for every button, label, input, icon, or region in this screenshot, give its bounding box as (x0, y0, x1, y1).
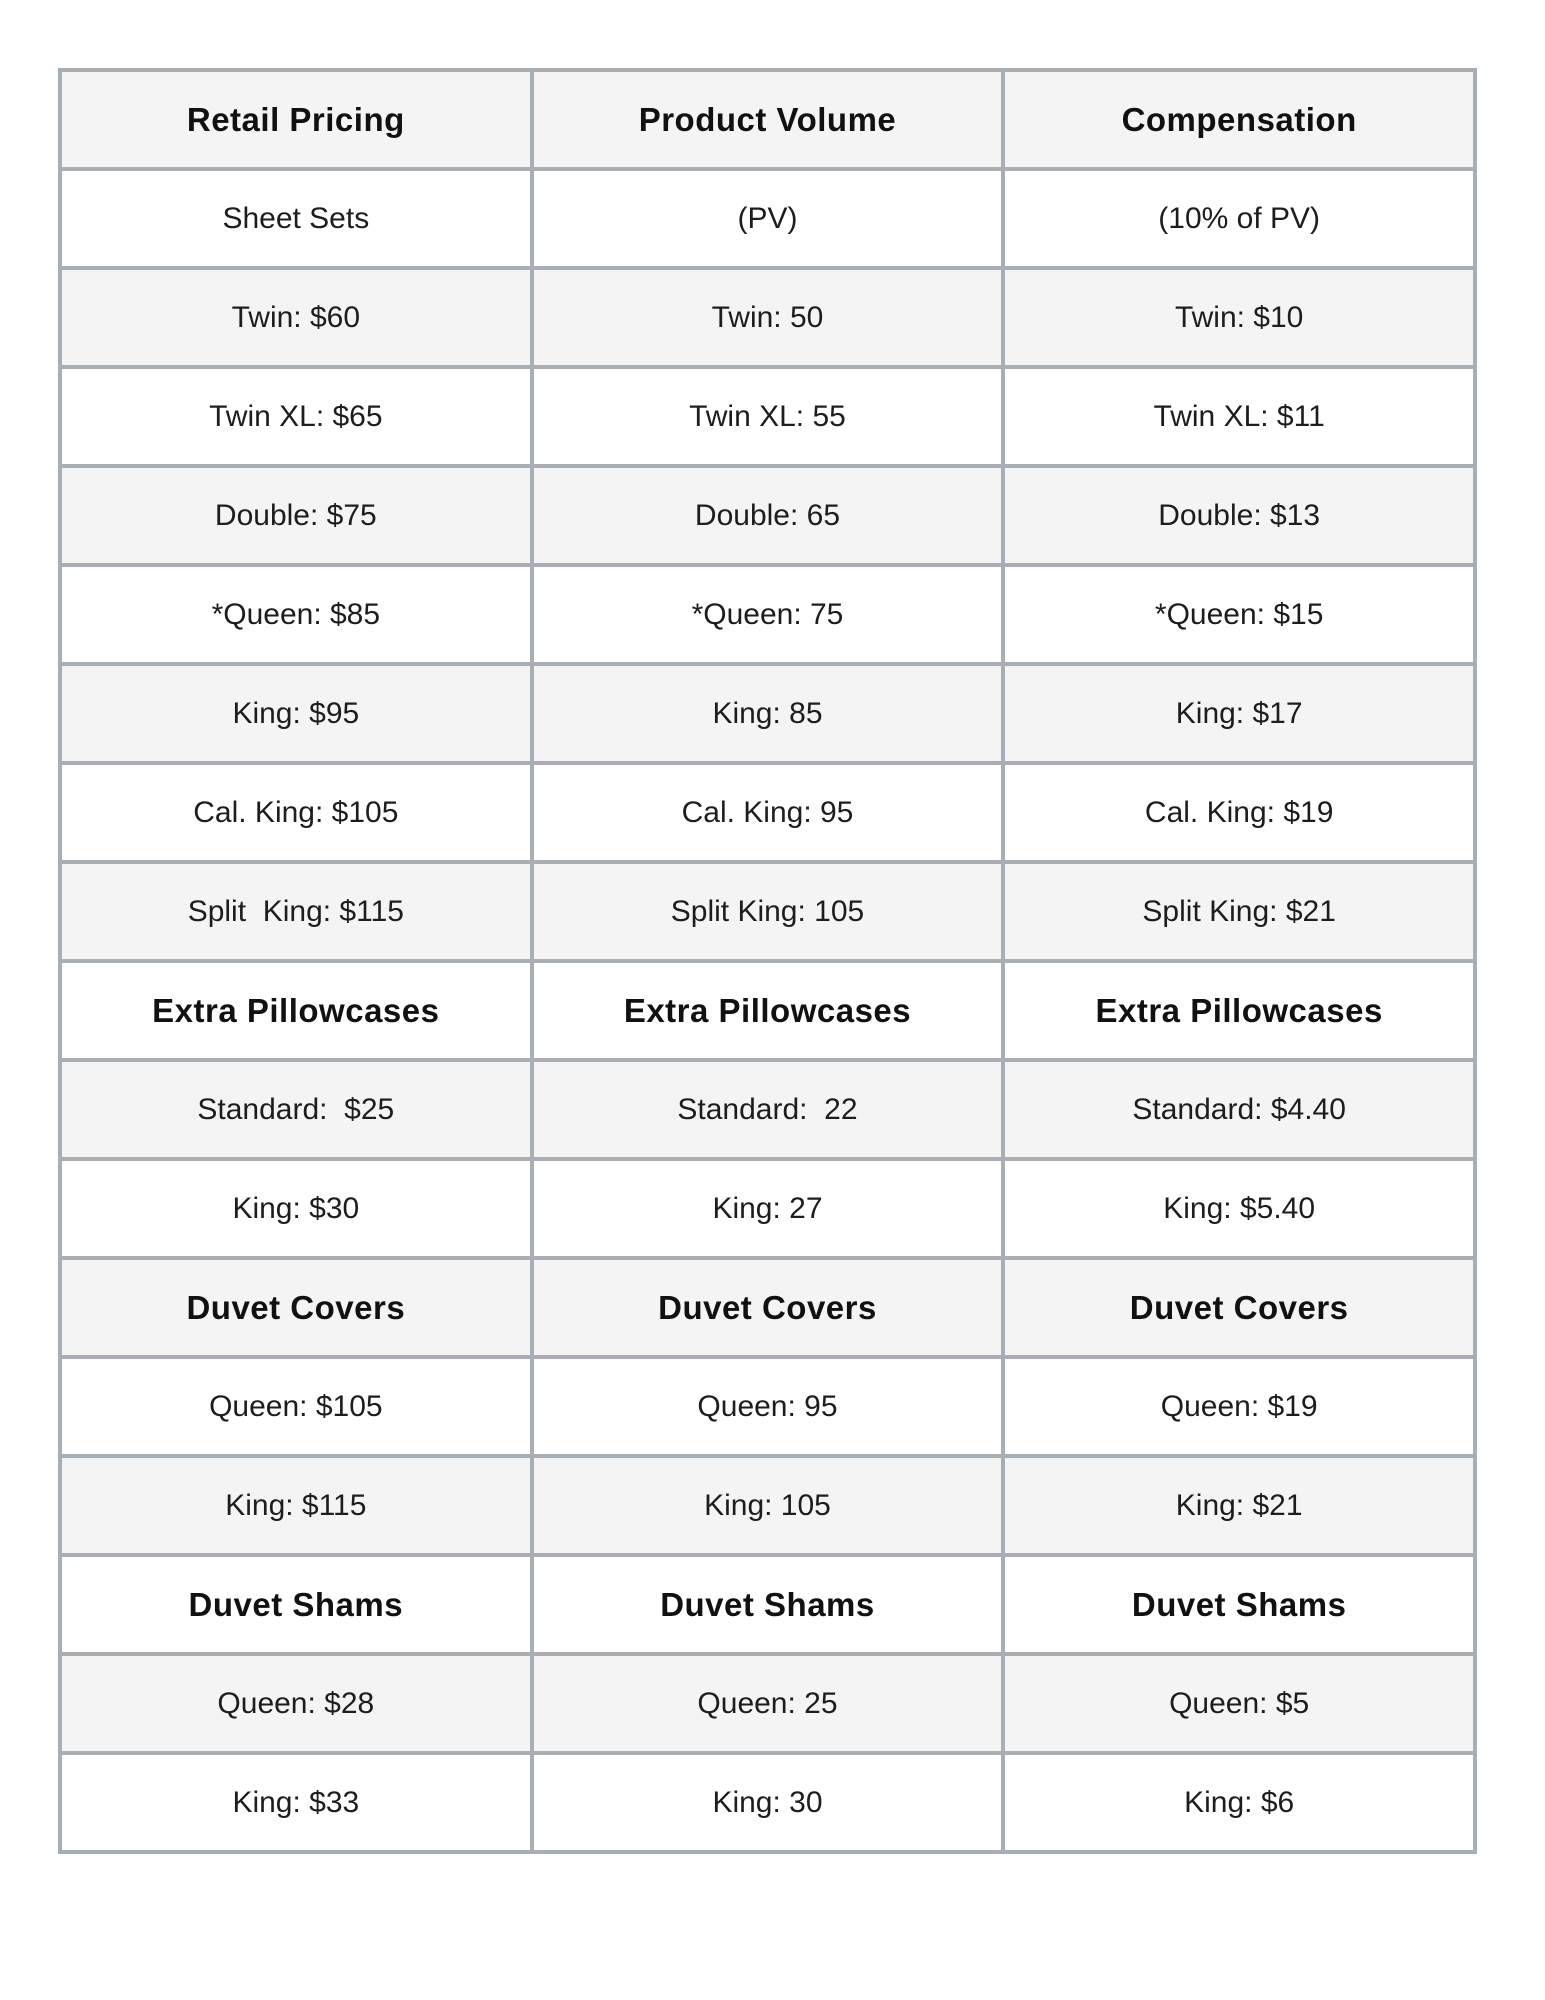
table-row (60, 1654, 1475, 1753)
section-header-cell: Duvet Covers (60, 1258, 532, 1357)
table-row (60, 862, 1475, 961)
table-cell: Cal. King: $19 (1003, 763, 1475, 862)
table-cell: Standard: $4.40 (1003, 1060, 1475, 1159)
table-cell: *Queen: $85 (60, 565, 532, 664)
table-cell: (10% of PV) (1003, 169, 1475, 268)
header-row (60, 70, 1475, 169)
table-cell: (PV) (532, 169, 1004, 268)
column-header-compensation: Compensation (1003, 70, 1475, 169)
table-cell: King: 30 (532, 1753, 1004, 1852)
section-header-cell: Duvet Shams (532, 1555, 1004, 1654)
section-header-cell: Extra Pillowcases (60, 961, 532, 1060)
table-cell: Double: $75 (60, 466, 532, 565)
table-cell: Cal. King: 95 (532, 763, 1004, 862)
table-cell: *Queen: $15 (1003, 565, 1475, 664)
table-cell: Twin XL: $11 (1003, 367, 1475, 466)
pricing-table-body (60, 169, 1475, 1852)
table-cell: King: $95 (60, 664, 532, 763)
table-row (60, 763, 1475, 862)
section-header-cell: Extra Pillowcases (532, 961, 1004, 1060)
table-cell: King: $5.40 (1003, 1159, 1475, 1258)
table-cell: Split King: 105 (532, 862, 1004, 961)
section-header-row-duvet-covers (60, 1258, 1475, 1357)
table-cell: Double: $13 (1003, 466, 1475, 565)
table-row (60, 1159, 1475, 1258)
table-cell: Twin: $10 (1003, 268, 1475, 367)
column-header-product-volume: Product Volume (532, 70, 1004, 169)
table-cell: Queen: 25 (532, 1654, 1004, 1753)
table-cell: Split King: $21 (1003, 862, 1475, 961)
table-row (60, 1456, 1475, 1555)
table-row (60, 367, 1475, 466)
column-header-retail-pricing: Retail Pricing (60, 70, 532, 169)
section-header-cell: Duvet Shams (1003, 1555, 1475, 1654)
table-cell: Twin: $60 (60, 268, 532, 367)
table-row (60, 1060, 1475, 1159)
table-cell: *Queen: 75 (532, 565, 1004, 664)
section-header-cell: Duvet Covers (1003, 1258, 1475, 1357)
table-cell: King: 105 (532, 1456, 1004, 1555)
table-cell: Queen: $19 (1003, 1357, 1475, 1456)
section-header-row-extra-pillowcases (60, 961, 1475, 1060)
table-cell: King: $33 (60, 1753, 532, 1852)
section-header-cell: Extra Pillowcases (1003, 961, 1475, 1060)
pricing-table (58, 68, 1477, 1854)
table-cell: King: $17 (1003, 664, 1475, 763)
table-cell: King: 85 (532, 664, 1004, 763)
table-cell: Double: 65 (532, 466, 1004, 565)
table-cell: Standard: 22 (532, 1060, 1004, 1159)
table-cell: Queen: $105 (60, 1357, 532, 1456)
table-cell: King: 27 (532, 1159, 1004, 1258)
table-row (60, 1753, 1475, 1852)
table-row (60, 664, 1475, 763)
table-row (60, 268, 1475, 367)
table-cell: Queen: $5 (1003, 1654, 1475, 1753)
table-cell: Twin: 50 (532, 268, 1004, 367)
table-cell: Cal. King: $105 (60, 763, 532, 862)
section-header-cell: Duvet Shams (60, 1555, 532, 1654)
table-row (60, 565, 1475, 664)
table-cell: Standard: $25 (60, 1060, 532, 1159)
section-header-cell: Duvet Covers (532, 1258, 1004, 1357)
table-cell: Queen: 95 (532, 1357, 1004, 1456)
table-row (60, 1357, 1475, 1456)
table-cell: Queen: $28 (60, 1654, 532, 1753)
table-cell: Twin XL: 55 (532, 367, 1004, 466)
table-row (60, 169, 1475, 268)
table-row (60, 466, 1475, 565)
table-cell: Split King: $115 (60, 862, 532, 961)
table-cell: Twin XL: $65 (60, 367, 532, 466)
table-cell: King: $6 (1003, 1753, 1475, 1852)
table-cell: Sheet Sets (60, 169, 532, 268)
section-header-row-duvet-shams (60, 1555, 1475, 1654)
table-cell: King: $30 (60, 1159, 532, 1258)
table-cell: King: $115 (60, 1456, 532, 1555)
pricing-table-header (60, 70, 1475, 169)
table-cell: King: $21 (1003, 1456, 1475, 1555)
